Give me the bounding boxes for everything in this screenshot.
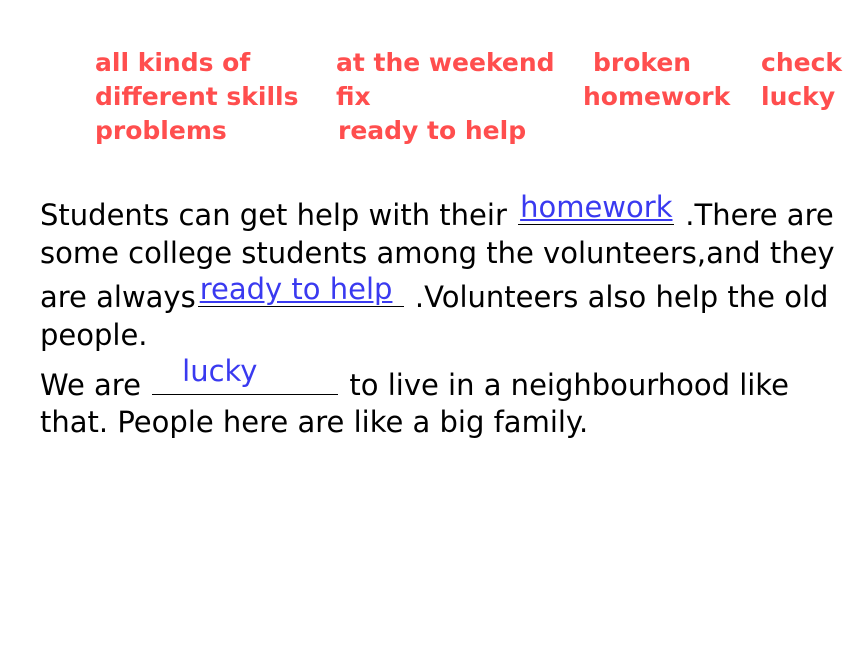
passage-text: .There are: [676, 198, 834, 232]
passage-text: some college students among the volunteers,and they: [40, 236, 835, 270]
passage-text: .Volunteers also help the old: [405, 280, 829, 314]
word-bank-item: ready to help: [338, 116, 527, 145]
passage-text: to live in a neighbourhood like: [340, 368, 789, 402]
word-bank-item: problems: [95, 116, 227, 145]
passage-line: [40, 354, 789, 405]
passage-line: [40, 192, 834, 235]
answer-blank[interactable]: [152, 354, 338, 395]
word-bank-item: homework: [583, 82, 731, 111]
word-bank-item: at the weekend: [336, 48, 555, 77]
word-bank-item: all kinds of: [95, 48, 251, 77]
passage-text: Students can get help with their: [40, 198, 517, 232]
passage-line: [40, 274, 828, 317]
word-bank-item: different skills: [95, 82, 299, 111]
passage-text: people.: [40, 318, 148, 352]
word-bank-item: check: [761, 48, 843, 77]
passage-text: that. People here are like a big family.: [40, 405, 589, 439]
word-bank-item: fix: [336, 82, 371, 111]
answer-text: ready to help: [199, 272, 393, 306]
passage-line: [40, 402, 588, 442]
answer-text: lucky: [182, 354, 258, 388]
passage-text: We are: [40, 368, 151, 402]
passage-line: [40, 315, 148, 355]
passage-text: are always: [40, 280, 196, 314]
answer-blank[interactable]: [518, 192, 674, 225]
passage-line: [40, 233, 835, 273]
word-bank-item: lucky: [761, 82, 836, 111]
answer-text: homework: [520, 190, 673, 224]
answer-blank[interactable]: [198, 274, 404, 307]
word-bank-item: broken: [593, 48, 692, 77]
